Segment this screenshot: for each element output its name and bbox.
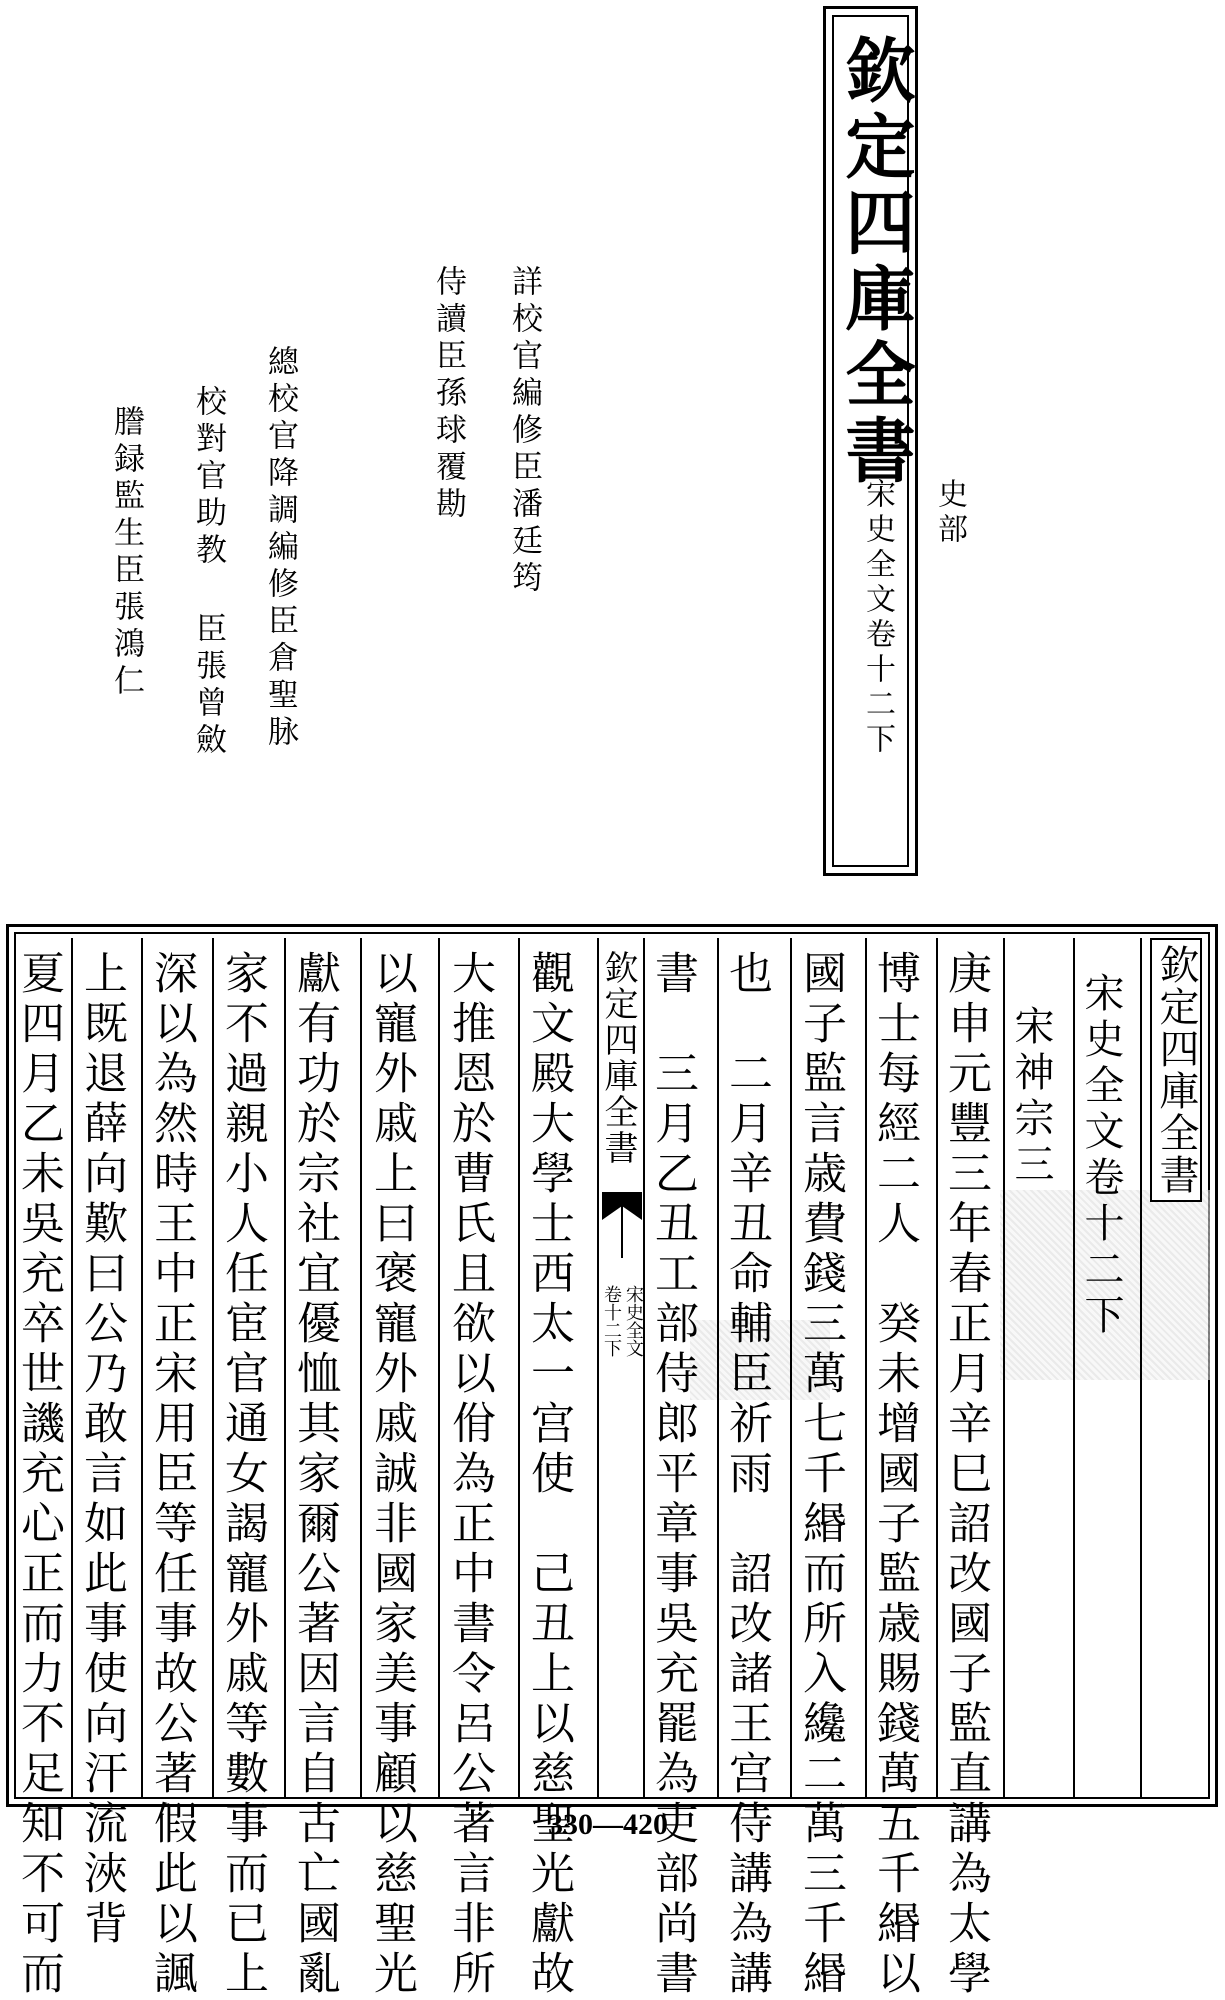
- column-rule: [284, 938, 286, 1798]
- text-column-1: 庚申元豐三年春正月辛巳詔改國子監直講為太學: [940, 950, 991, 2000]
- text-column-9: 獻有功於宗社宜優恤其家爾公著因言自古亡國亂: [289, 950, 340, 2000]
- text-column-2: 博士每經二人 癸未增國子監歳賜錢萬五千緡以: [869, 950, 920, 2000]
- column-rule: [1140, 938, 1142, 1798]
- column-rule: [71, 938, 73, 1798]
- text-column-4: 也 二月辛丑命輔臣祈雨 詔改諸王宫侍講為講: [721, 950, 772, 2000]
- column-rule: [212, 938, 214, 1798]
- column-rule: [438, 938, 440, 1798]
- editor-line-5: 謄録監生臣張鴻仁: [108, 405, 144, 701]
- category-label: 史部: [932, 478, 967, 548]
- text-column-8: 以寵外戚上曰褒寵外戚誠非國家美事顧以慈聖光: [366, 950, 417, 2000]
- text-column-7: 大推恩於曹氏且欲以佾為正中書令呂公著言非所: [444, 950, 495, 2000]
- text-column-5: 書 三月乙丑工部侍郎平章事吳充罷為吏部尚書: [647, 950, 698, 2000]
- column-rule: [717, 938, 719, 1798]
- editor-line-1: 詳校官編修臣潘廷筠: [506, 265, 542, 598]
- text-column-13: 夏四月乙未吳充卒世譏充心正而力不足知不可而: [13, 950, 64, 2000]
- text-column-12: 上既退薛向歎曰公乃敢言如此事使向汗流浹背: [76, 950, 127, 1950]
- column-rule: [643, 938, 645, 1798]
- volume-label: 宋史全文卷十二下: [860, 478, 895, 758]
- column-rule: [1003, 938, 1005, 1798]
- text-column-6: 觀文殿大學士西太一宫使 己丑上以慈聖光獻故: [523, 950, 574, 2000]
- text-column-10: 家不過親小人任宦官通女謁寵外戚等數事而已上: [217, 950, 268, 2000]
- editor-line-3: 總校官降調編修臣倉聖脉: [262, 345, 298, 752]
- fold-subtitle-a: 宋史全文: [623, 1285, 644, 1357]
- column-rule: [518, 938, 520, 1798]
- column-rule: [360, 938, 362, 1798]
- column-rule: [865, 938, 867, 1798]
- fold-subtitle-b: 卷十二下: [601, 1285, 622, 1357]
- column-rule: [1073, 938, 1075, 1798]
- page-header-title: 欽定四庫全書: [1150, 938, 1202, 1202]
- column-rule: [790, 938, 792, 1798]
- editor-line-2: 侍讀臣孫球覆勘: [430, 265, 466, 524]
- editor-line-4: 校對官助教 臣張曾斂: [190, 385, 226, 760]
- text-column-3: 國子監言歳費錢三萬七千緡而所入纔二萬三千緡: [795, 950, 846, 2000]
- column-rule: [141, 938, 143, 1798]
- chapter-title: 宋史全文卷十二下: [1078, 972, 1124, 1340]
- section-title: 宋神宗三: [1008, 1005, 1054, 1189]
- page-number: 330—420: [548, 1808, 668, 1841]
- column-rule: [936, 938, 938, 1798]
- text-column-11: 深以為然時王中正宋用臣等任事故公著假此以諷: [146, 950, 197, 2000]
- book-title: 欽定四庫全書: [834, 34, 917, 490]
- fold-title: 欽定四庫全書: [598, 950, 638, 1166]
- fishtail-mark-icon: [599, 1190, 645, 1260]
